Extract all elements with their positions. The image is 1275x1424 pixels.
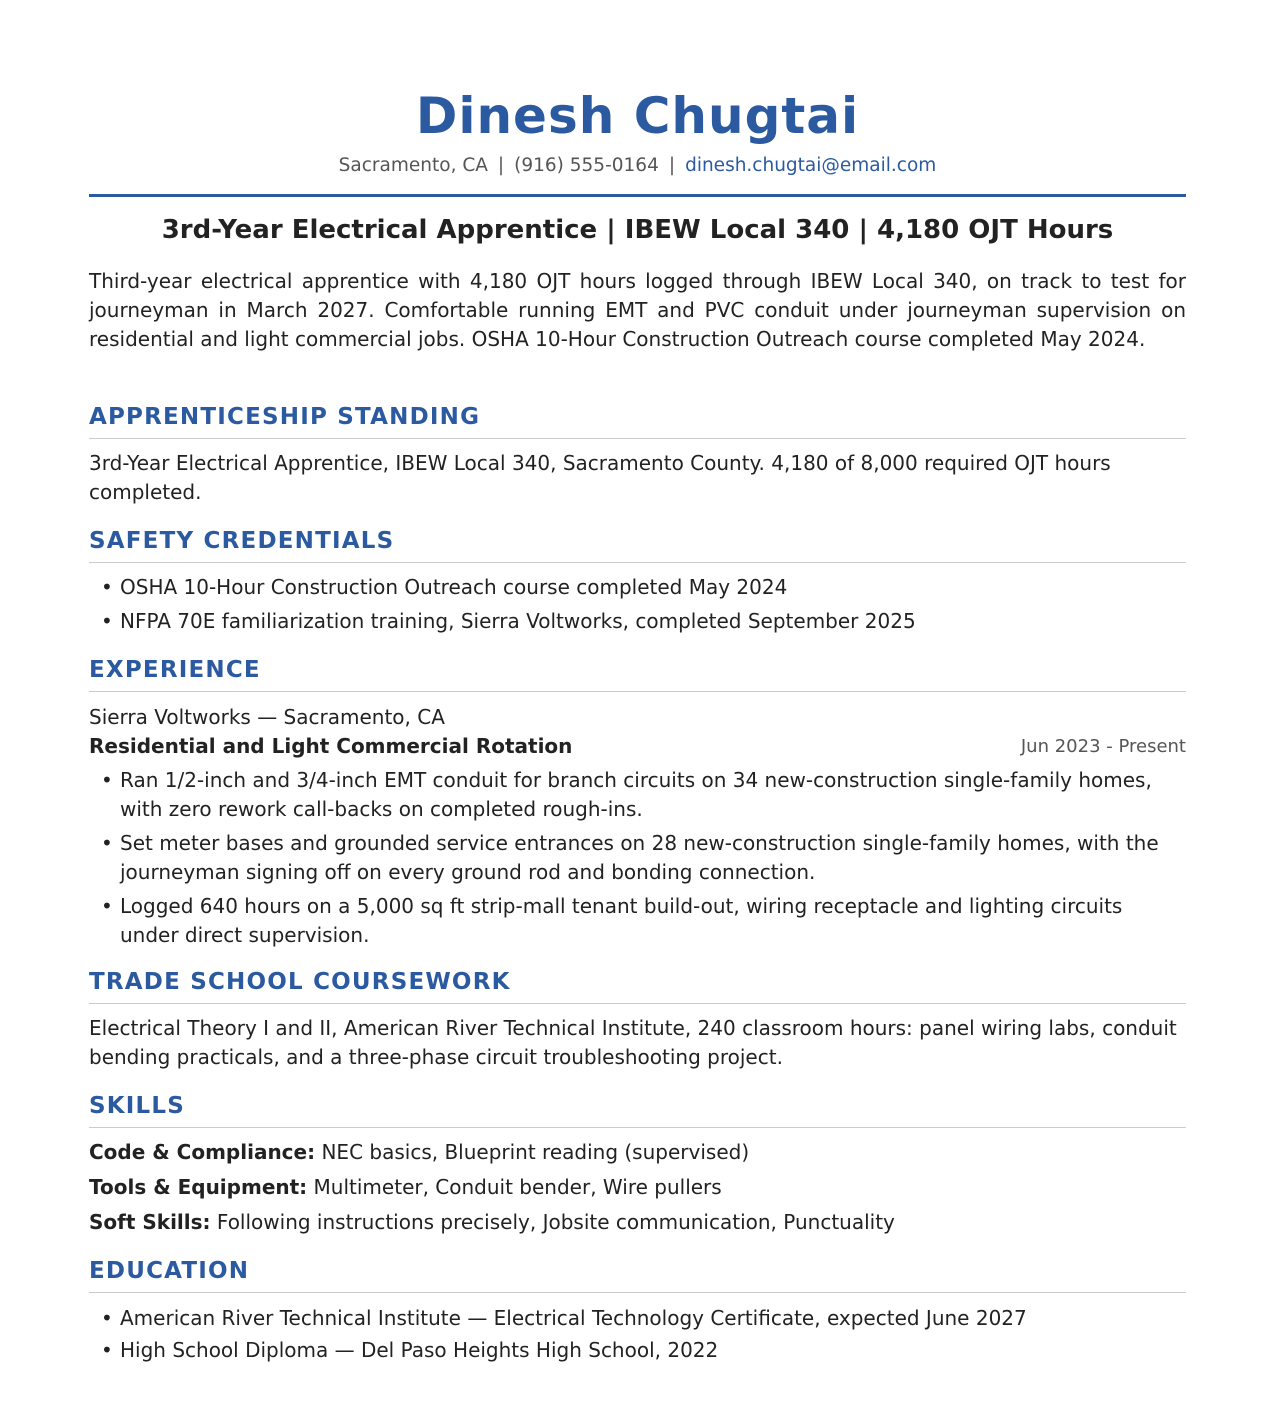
job-dates: Jun 2023 - Present — [1020, 736, 1186, 757]
job-title: Residential and Light Commercial Rotation — [89, 734, 573, 758]
skill-row — [89, 1138, 1186, 1167]
skill-value: Multimeter, Conduit bender, Wire pullers — [313, 1175, 722, 1199]
list-item: • OSHA 10-Hour Construction Outreach course completed May 2024 — [89, 573, 1186, 602]
contact-line — [89, 154, 1186, 178]
skill-label: Code & Compliance: — [89, 1140, 316, 1164]
contact-email-link[interactable]: dinesh.chugtai@email.com — [685, 155, 937, 176]
summary-paragraph: Third-year electrical apprentice with 4,180 OJT hours logged through IBEW Local 340, on track to test for journeyman in March 2027. Comfortable running EMT and PVC conduit under journeyman supervision on residential and light commercial jobs. OSHA 10-Hour Construction Outreach course completed May 2024. — [89, 269, 1186, 351]
candidate-name: Dinesh Chugtai — [415, 87, 860, 145]
header-divider — [89, 194, 1186, 197]
list-item: • High School Diploma — Del Paso Heights High School, 2022 — [89, 1336, 1186, 1365]
section-divider — [89, 438, 1186, 439]
skill-value: Following instructions precisely, Jobsite communication, Punctuality — [216, 1210, 895, 1234]
list-item: • NFPA 70E familiarization training, Sierra Voltworks, completed September 2025 — [89, 607, 1186, 636]
contact-location: Sacramento, CA — [338, 155, 488, 176]
coursework-text: Electrical Theory I and II, American River Technical Institute, 240 classroom hours: panel wiring labs, conduit bending practicals, and a three-phase circuit troubleshooting project. — [89, 1016, 1177, 1069]
section-divider — [89, 1003, 1186, 1004]
contact-separator: | — [668, 155, 676, 176]
section-title-education: EDUCATION — [89, 1258, 250, 1284]
section-title-standing: APPRENTICESHIP STANDING — [89, 404, 481, 430]
headline: 3rd-Year Electrical Apprentice | IBEW Local 340 | 4,180 OJT Hours — [161, 215, 1114, 245]
section-divider — [89, 1127, 1186, 1128]
section-title-coursework: TRADE SCHOOL COURSEWORK — [89, 969, 511, 995]
skill-label: Soft Skills: — [89, 1210, 211, 1234]
list-item: • Set meter bases and grounded service entrances on 28 new-construction single-family homes, with the journeyman signing off on every ground rod and bonding connection. — [89, 829, 1186, 887]
safety-list — [89, 573, 1186, 636]
list-item: • American River Technical Institute — Electrical Technology Certificate, expected June 2027 — [89, 1304, 1186, 1333]
skill-label: Tools & Equipment: — [89, 1175, 308, 1199]
list-item: • Logged 640 hours on a 5,000 sq ft strip-mall tenant build-out, wiring receptacle and lighting circuits under direct supervision. — [89, 892, 1186, 950]
contact-phone: (916) 555-0164 — [514, 155, 659, 176]
education-list — [89, 1304, 1186, 1365]
list-item: • Ran 1/2-inch and 3/4-inch EMT conduit for branch circuits on 34 new-construction single-family homes, with zero rework call-backs on completed rough-ins. — [89, 766, 1186, 824]
section-title-safety: SAFETY CREDENTIALS — [89, 528, 395, 554]
section-divider — [89, 1292, 1186, 1293]
section-divider — [89, 562, 1186, 563]
skill-row — [89, 1173, 1186, 1202]
experience-list — [89, 766, 1186, 950]
section-divider — [89, 691, 1186, 692]
company-name: Sierra Voltworks — Sacramento, CA — [89, 705, 445, 729]
skill-row — [89, 1208, 1186, 1237]
contact-separator: | — [497, 155, 505, 176]
standing-text: 3rd-Year Electrical Apprentice, IBEW Local 340, Sacramento County. 4,180 of 8,000 required OJT hours completed. — [89, 451, 1111, 504]
skill-value: NEC basics, Blueprint reading (supervised) — [321, 1140, 750, 1164]
section-title-experience: EXPERIENCE — [89, 657, 261, 683]
section-title-skills: SKILLS — [89, 1093, 186, 1119]
